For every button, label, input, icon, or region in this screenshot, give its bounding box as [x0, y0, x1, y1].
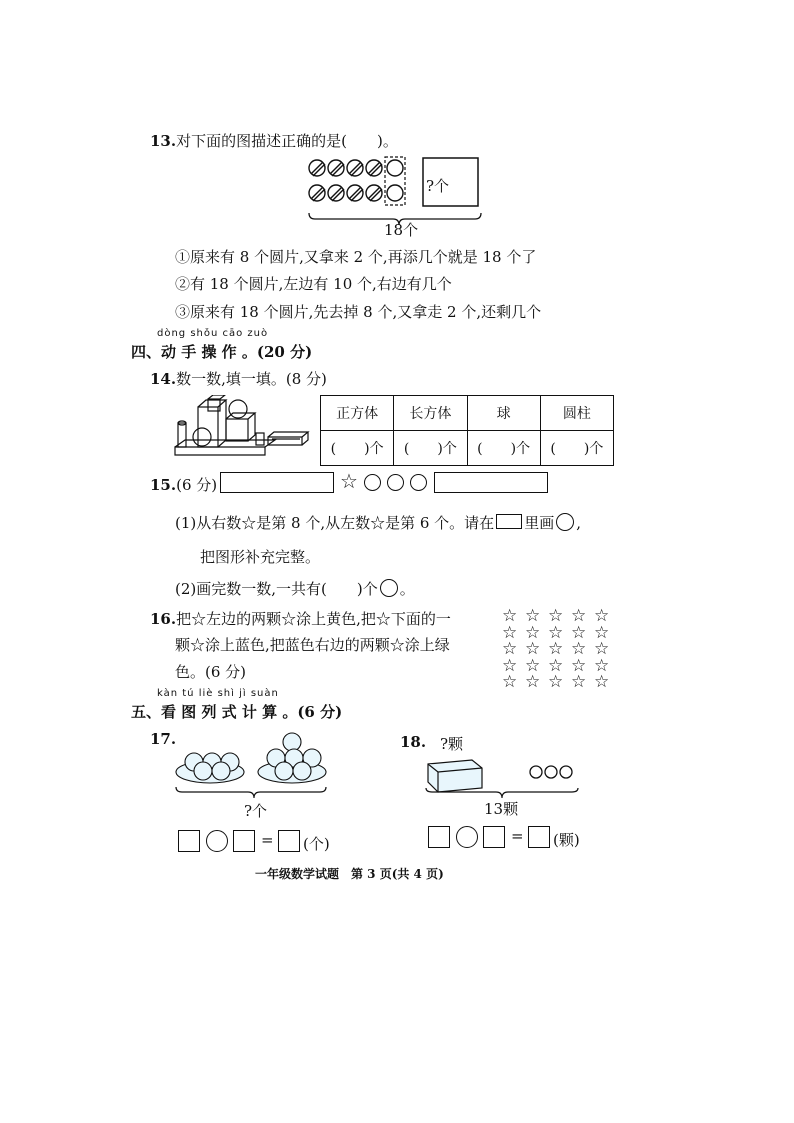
star-icon[interactable]: ☆: [525, 672, 541, 692]
q18-total-label: 13颗: [484, 800, 519, 818]
q15-line3: (2)画完数一数,一共有( )个 。: [175, 580, 415, 598]
circle-icon: [545, 766, 557, 778]
q17-unit: (个): [303, 835, 330, 853]
q18-blank-box-2[interactable]: [483, 826, 505, 848]
star-icon[interactable]: ☆: [548, 622, 564, 643]
q14-stem: 14.数一数,填一填。(8 分): [150, 370, 327, 388]
q17-total-label: ?个: [244, 802, 268, 820]
q15-line2: 把图形补充完整。: [200, 548, 321, 566]
circle-icon: [410, 474, 427, 491]
star-icon[interactable]: ☆: [594, 655, 610, 676]
star-icon[interactable]: ☆: [525, 622, 541, 643]
page-footer: 一年级数学试题 第 3 页(共 4 页): [255, 867, 444, 881]
star-icon[interactable]: ☆: [502, 606, 518, 626]
q17-equals: =: [261, 831, 274, 849]
q18-equals: =: [511, 827, 524, 845]
section5-pinyin: kàn tú liè shì jì suàn: [157, 688, 279, 699]
q18-result-box[interactable]: [528, 826, 550, 848]
q15-star-icon: ☆: [340, 469, 358, 493]
brace: [176, 787, 326, 798]
star-icon[interactable]: ☆: [594, 606, 610, 626]
q15-right-blank-box[interactable]: [434, 472, 548, 493]
q13-total-label: 18个: [384, 221, 419, 239]
answer-cube[interactable]: ( )个: [321, 431, 394, 466]
circle-icon: [556, 513, 574, 531]
rectangle-icon: [496, 514, 522, 529]
star-icon[interactable]: ☆: [571, 639, 587, 659]
q13-question-box-label: ?个: [426, 177, 450, 195]
q13-option-2: ②有 18 个圆片,左边有 10 个,右边有几个: [175, 275, 452, 293]
star-icon[interactable]: ☆: [571, 622, 587, 643]
q16-star-grid: [502, 608, 622, 694]
circle-icon: [380, 579, 398, 597]
star-icon[interactable]: ☆: [548, 639, 564, 659]
star-icon[interactable]: ☆: [502, 655, 518, 676]
q16-line2: 颗☆涂上蓝色,把蓝色右边的两颗☆涂上绿: [175, 636, 450, 654]
q18-unit: (颗): [553, 831, 580, 849]
star-icon[interactable]: ☆: [548, 655, 564, 676]
q17-result-box[interactable]: [278, 830, 300, 852]
q18-blank-box-1[interactable]: [428, 826, 450, 848]
star-icon[interactable]: ☆: [571, 655, 587, 676]
star-icon[interactable]: ☆: [594, 672, 610, 692]
q16-line1: 16.把☆左边的两颗☆涂上黄色,把☆下面的一: [150, 610, 451, 628]
q13-stem: 13.对下面的图描述正确的是( )。: [150, 132, 398, 150]
q13-option-1: ①原来有 8 个圆片,又拿来 2 个,再添几个就是 18 个了: [175, 248, 537, 266]
circle-icon: [387, 474, 404, 491]
q17-blank-box-1[interactable]: [178, 830, 200, 852]
star-icon[interactable]: ☆: [525, 639, 541, 659]
header-cube: 正方体: [321, 396, 394, 431]
star-icon[interactable]: ☆: [502, 672, 518, 692]
q14-count-table: [320, 395, 614, 466]
star-icon[interactable]: ☆: [502, 622, 518, 643]
q18-box-figure: [422, 752, 588, 800]
star-icon[interactable]: ☆: [525, 655, 541, 676]
star-icon[interactable]: ☆: [548, 672, 564, 692]
crossed-circles: [309, 160, 382, 201]
star-icon[interactable]: ☆: [502, 639, 518, 659]
q16-line3: 色。(6 分): [175, 663, 247, 681]
q15-header: 15.(6 分): [150, 476, 218, 494]
section5-title: 五、看 图 列 式 计 算 。(6 分): [131, 703, 343, 721]
circle-icon: [364, 474, 381, 491]
header-cylinder: 圆柱: [540, 396, 613, 431]
q18-number: 18.: [400, 733, 427, 751]
q17-blank-box-2[interactable]: [233, 830, 255, 852]
q13-option-3: ③原来有 18 个圆片,先去掉 8 个,又拿走 2 个,还剩几个: [175, 303, 542, 321]
q15-left-blank-box[interactable]: [220, 472, 334, 493]
q18-operator-circle[interactable]: [456, 826, 478, 848]
q18-question-label: ?颗: [440, 735, 464, 753]
star-icon[interactable]: ☆: [571, 606, 587, 626]
answer-sphere[interactable]: ( )个: [467, 431, 540, 466]
q17-operator-circle[interactable]: [206, 830, 228, 852]
header-cuboid: 长方体: [394, 396, 467, 431]
section4-title: 四、动 手 操 作 。(20 分): [131, 343, 313, 361]
star-icon[interactable]: ☆: [548, 606, 564, 626]
star-icon[interactable]: ☆: [525, 606, 541, 626]
star-icon[interactable]: ☆: [594, 622, 610, 643]
answer-cuboid[interactable]: ( )个: [394, 431, 467, 466]
circle-icon: [530, 766, 542, 778]
q15-line1: (1)从右数☆是第 8 个,从左数☆是第 6 个。请在 里画 ,: [175, 514, 581, 532]
q14-solid-shapes-figure: [170, 395, 310, 463]
star-icon[interactable]: ☆: [571, 672, 587, 692]
section4-pinyin: dòng shǒu cāo zuò: [157, 328, 269, 339]
answer-cylinder[interactable]: ( )个: [540, 431, 613, 466]
q17-apple-plates-figure: [172, 728, 342, 800]
header-sphere: 球: [467, 396, 540, 431]
q17-number: 17.: [150, 730, 177, 748]
star-icon[interactable]: ☆: [594, 639, 610, 659]
circle-icon: [560, 766, 572, 778]
